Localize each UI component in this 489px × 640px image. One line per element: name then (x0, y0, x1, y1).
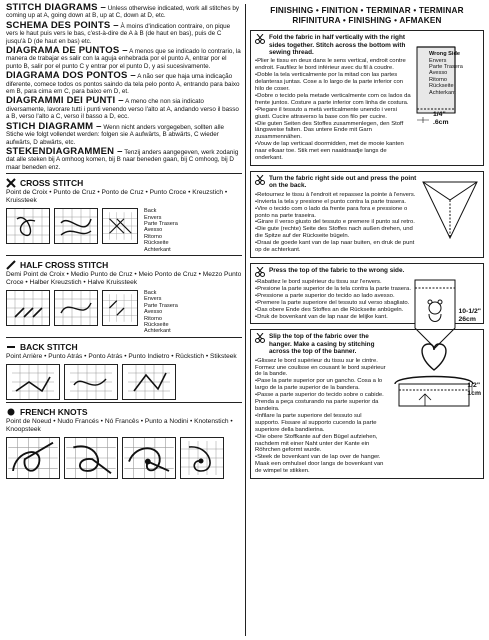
cross-stitch-diagram-3 (102, 208, 138, 244)
half-cross-stitch-section (6, 260, 242, 335)
cross-icon (6, 178, 16, 188)
seam-measurement: 1/4" .6cm (433, 111, 449, 126)
stitch-title: HALF CROSS STITCH (20, 259, 109, 270)
cross-stitch-diagram-2 (54, 208, 98, 244)
stitch-title: FRENCH KNOTS (20, 406, 88, 417)
stitch-diagram-nl: STEKENDIAGRAMMEN – Tenzij anders aangegeven, werk zodanig dat alle steken bij A omhoog komen, bij B naar beneden gaan, bij C omhoog, bij D maar beneden enz. (6, 145, 239, 171)
finishing-step-3 (250, 263, 484, 324)
column-divider (245, 4, 246, 636)
divider (6, 337, 242, 338)
stitch-diagram-es: DIAGRAMA DE PUNTOS – A menos que se indicado lo contrario, la manera de trabajar es salir con la aguja enhebrada por el punto A, entrar por el punto B, salir por el punto C y entrar por el punto D, y asi sucesivamente. (6, 45, 241, 70)
back-stitch-icon (6, 342, 16, 352)
french-knot-diagram-3 (122, 437, 176, 479)
half-cross-diagram-3 (102, 290, 138, 326)
back-stitch-diagram-1 (6, 364, 60, 400)
scissors-icon (255, 175, 265, 185)
stitch-title: BACK STITCH (20, 341, 78, 352)
divider (6, 173, 242, 174)
step-text: • Plier le tissu en deux dans le sens vertical, endroit contre endroit. Faufilez le bord inférieur avec du fil à coudre. • Doble la tela verticalmente por la mitad con las partes delanteras juntas. Cose a lo largo de la parte inferior con hilo de coser. • Dobre o tecido pela metade verticalmente com os lados da frente juntos. Costure a parte inferior com linha de costura. • Piegare il tessuto a metà verticalmente unendo i versi giusti. Cucire attraverso la base con filo per cucire. • Die guten Seiten des Stoffes zusammenlegen, den Stoff längsweise falten. Das untere Ende mit Garn zusammennähen. • Vouw de lap verticaal doormidden, met de mooie kanten naar elkaar toe. Stik met een naaidraadje langs de onderkant. (255, 58, 411, 162)
stitch-diagram-fr: SCHEMA DES POINTS – À moins d'indication contraire, on pique vers le haut puis vers le bas, c'est-à-dire de A à B (de haut en bas), puis de C jusqu'à D (de haut en bas) etc. (6, 19, 231, 45)
back-stitch-diagram-2 (64, 364, 118, 400)
french-knot-diagram-2 (64, 437, 118, 479)
divider (6, 402, 242, 403)
pointed-banner-illustration (421, 180, 479, 240)
casing-measurement: 1/2" 1cm (467, 382, 481, 397)
half-cross-diagram-1 (6, 290, 50, 326)
back-stitch-section (6, 342, 242, 400)
cross-stitch-diagram-1 (6, 208, 50, 244)
banner-length-measurement: 10-1/2" 26cm (458, 307, 481, 323)
step-text: • Glissez le bord supérieur du tissu sur le cintre. Formez une coulisse en cousant le bord supérieur de la bande. • Pase la parte superior por un gancho. Cosa a lo largo de la parte superior de la bandera. • Passe a parte superior do tecido sobre o cabide. Prenda a peça costurando na parte superior da bandeira. • Infilare la parte superiore del tessuto sul supporto. Fissare al supporto cucendo la parte superiore della bandierina. • Die obere Stoffkante auf den Bügel aufziehen, nachdem mit einer Naht unter der Kante ein Röhrchen geformt wurde. • Steek de bovenkant van de lap over de hanger. Maak een omhulsel door langs de bovenkant van de wimpel te stikken. (255, 358, 387, 475)
wrong-side-labels: Wrong Side Envers Parte Trasera Avesso Ritorno Rückseite Achterkant (429, 51, 463, 96)
step-title: Slip the top of the fabric over the hanger. Make a casing by stitching across the top of the banner. (269, 333, 375, 356)
step-title: Turn the fabric right side out and press the point on the back. (269, 175, 417, 190)
stitch-names: Point Arrière • Punto Atrás • Ponto Atrás • Punto Indietro • Rückstich • Stiksteek (6, 352, 237, 360)
step-title: Fold the fabric in half vertically with the right sides together. Stitch across the bottom with sewing thread. (269, 34, 406, 56)
step-text: • Retournez le tissu à l'endroit et repassez la pointe à l'envers. • Invierta la tela y presione el punto contra la parte trasera. • Vire o tecido com o lado da frente para fora e pressione o ponto na parte traseira. • Girare il verso giusto del tessuto e premere il punto sul retro. • Die gute (rechte) Seite des Stoffes nach außen drehen, und die Spitze auf der Rückseite bügeln. • Draai de goede kant van de lap naar buiten, en druk de punt op de achterkant. (255, 192, 419, 254)
step-text: • Rabattez le bord supérieur du tissu sur l'envers. • Presione la parte superior de la tela contra la parte trasera. • Pressione a parte superior do tecido ao lado avesso. • Premere la parte superiore del tessuto sul verso sbagliato. • Das obere Ende des Stoffes an die Rückseite anbügeln. • Druk de bovenkant van de lap naar de lelijke kant. (255, 279, 411, 320)
french-knots-section (6, 407, 242, 479)
stitch-title: CROSS STITCH (20, 178, 84, 189)
back-stitch-diagram-3 (122, 364, 176, 400)
stitch-diagram-it: DIAGRAMMI DEI PUNTI – A meno che non sia indicato diversamente, lavorare tutti i punti venendo verso l'alto at A, andando verso il basso a B, verso l'alto a C, verso il basso a D, ecc. (6, 95, 239, 121)
french-knot-diagram-1 (6, 437, 60, 479)
half-cross-diagram-2 (54, 290, 98, 326)
heart-hanger-illustration (389, 340, 479, 410)
legend: Back Envers Parte Trasera Avesso Ritorno Rückseite Achterkant (144, 289, 178, 335)
finishing-step-2 (250, 171, 484, 258)
step-title: Press the top of the fabric to the wrong side. (269, 266, 405, 274)
finishing-step-1 (250, 30, 484, 166)
divider (6, 255, 242, 256)
half-cross-icon (6, 260, 16, 270)
stitch-diagram-en: STITCH DIAGRAMS – Unless otherwise indicated, work all stitches by coming up at A, going down at B, up at C, down at D, etc. (6, 2, 239, 20)
stitch-diagrams-column (6, 4, 242, 479)
french-knot-icon (6, 407, 16, 417)
stitch-names: Point de Croix • Punto de Cruz • Ponto de Cruz • Punto Croce • Kreuzstich • Kruissteek (6, 189, 228, 205)
cross-stitch-section (6, 178, 242, 253)
finishing-column (250, 4, 484, 479)
scissors-icon (255, 267, 265, 277)
finishing-step-4 (250, 329, 484, 479)
scissors-icon (255, 34, 265, 44)
stitch-names: Point de Noeud • Nudo Francés • Nó Francês • Punto a Nodini • Knotenstich • Knoopsteek (6, 417, 233, 433)
legend: Back Envers Parte Trasera Avesso Ritorno Rückseite Achterkant (144, 208, 178, 253)
french-knot-diagram-4 (180, 437, 224, 479)
stitch-names: Demi Point de Croix • Medio Punto de Cruz • Meio Ponto de Cruz • Mezzo Punto Croce • Halber Kreuzstich • Halve Kruissteek (6, 270, 242, 286)
stitch-diagram-de: STICH DIAGRAMM – Wenn nicht anders vorgegeben, sollten alle Stiche wie folgt vollendet werden: folgen sie A aufwärts, B abwärts, C wieder aufwärts, D abwärts, etc. (6, 120, 224, 146)
finishing-heading: FINISHING • FINITION • TERMINAR • TERMINAR RIFINITURA • FINISHING • AFMAKEN (270, 6, 464, 25)
stitch-diagram-pt: DIAGRAMA DOS PONTOS – A não ser que haja uma indicação diferente, comece todos os pontos saindo da tela pelo ponto A, entrando para baixo em B, para cima em C, para baixo em D, et. (6, 70, 240, 96)
folded-fabric-illustration (415, 45, 479, 125)
scissors-icon (255, 333, 265, 343)
